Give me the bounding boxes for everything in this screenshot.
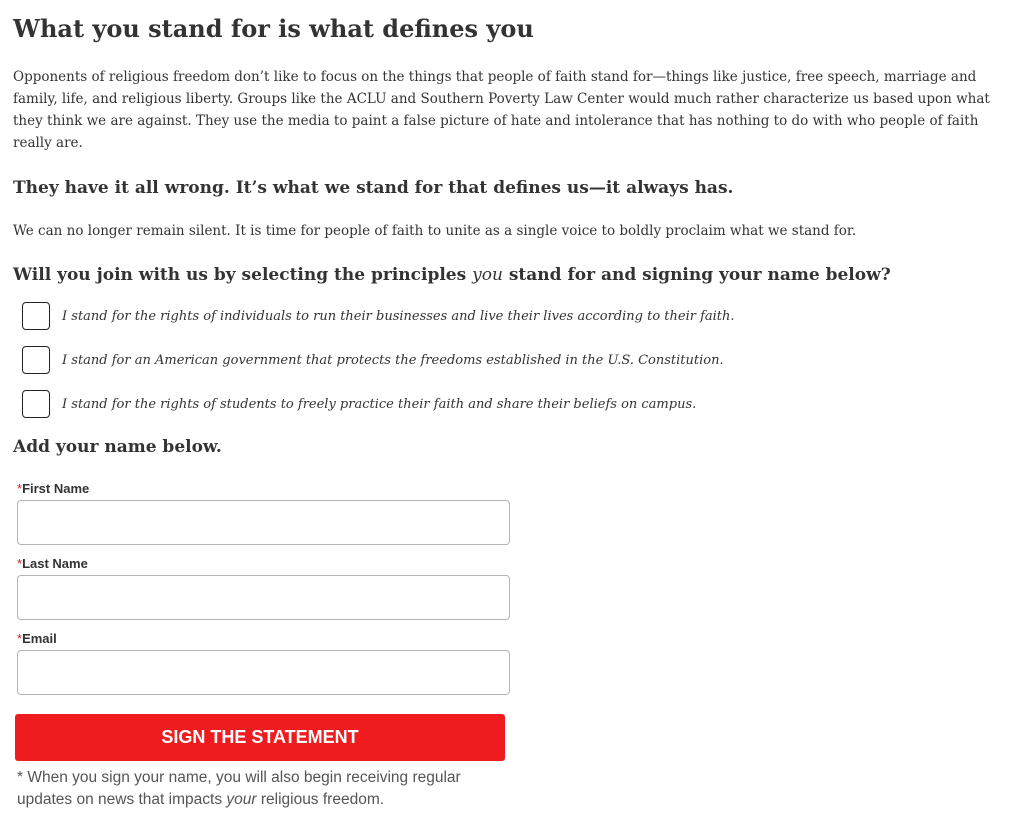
principle-checkbox-3[interactable] bbox=[22, 390, 50, 418]
email-field[interactable] bbox=[17, 650, 510, 695]
join-question-after: stand for and signing your name below? bbox=[502, 265, 891, 285]
principle-checkbox-2[interactable] bbox=[22, 346, 50, 374]
principle-row-1[interactable] bbox=[22, 301, 735, 331]
sign-statement-button[interactable]: SIGN THE STATEMENT bbox=[15, 714, 505, 761]
subheading-wrong: They have it all wrong. It’s what we stand for that defines us—it always has. bbox=[13, 178, 734, 198]
last-name-label: *Last Name bbox=[17, 556, 88, 571]
first-name-label: *First Name bbox=[17, 481, 90, 496]
first-name-field[interactable] bbox=[17, 500, 510, 545]
add-name-heading: Add your name below. bbox=[13, 437, 222, 457]
required-marker: * bbox=[17, 631, 23, 646]
intro-paragraph: Opponents of religious freedom don’t like to focus on the things that people of faith stand for—things like justice, free speech, marriage and family, life, and religious liberty. Groups like the ACLU and Southern Poverty Law Center would much rather characterize us based upon what they think we are against. They use the media to paint a false picture of hate and intolerance that has nothing to do with who people of faith really are. bbox=[13, 69, 990, 151]
required-marker: * bbox=[17, 556, 23, 571]
principle-checkbox-1[interactable] bbox=[22, 302, 50, 330]
email-label: *Email bbox=[17, 631, 57, 646]
join-question bbox=[13, 263, 891, 287]
join-question-emphasis: you bbox=[472, 265, 503, 285]
principle-label-1[interactable]: I stand for the rights of individuals to run their businesses and live their lives according to their faith. bbox=[62, 308, 735, 324]
principle-label-2[interactable]: I stand for an American government that protects the freedoms established in the U.S. Constitution. bbox=[62, 352, 724, 368]
footnote: * When you sign your name, you will also begin receiving regular updates on news that impacts your religious freedom. bbox=[17, 769, 461, 808]
principle-label-3[interactable]: I stand for the rights of students to freely practice their faith and share their beliefs on campus. bbox=[62, 396, 697, 412]
principle-row-3[interactable] bbox=[22, 389, 696, 419]
join-question-before: Will you join with us by selecting the principles bbox=[13, 265, 473, 285]
principle-row-2[interactable] bbox=[22, 345, 724, 375]
last-name-field[interactable] bbox=[17, 575, 510, 620]
silent-paragraph: We can no longer remain silent. It is time for people of faith to unite as a single voice to boldly proclaim what we stand for. bbox=[13, 223, 857, 239]
required-marker: * bbox=[17, 481, 23, 496]
page-title: What you stand for is what defines you bbox=[13, 14, 534, 43]
